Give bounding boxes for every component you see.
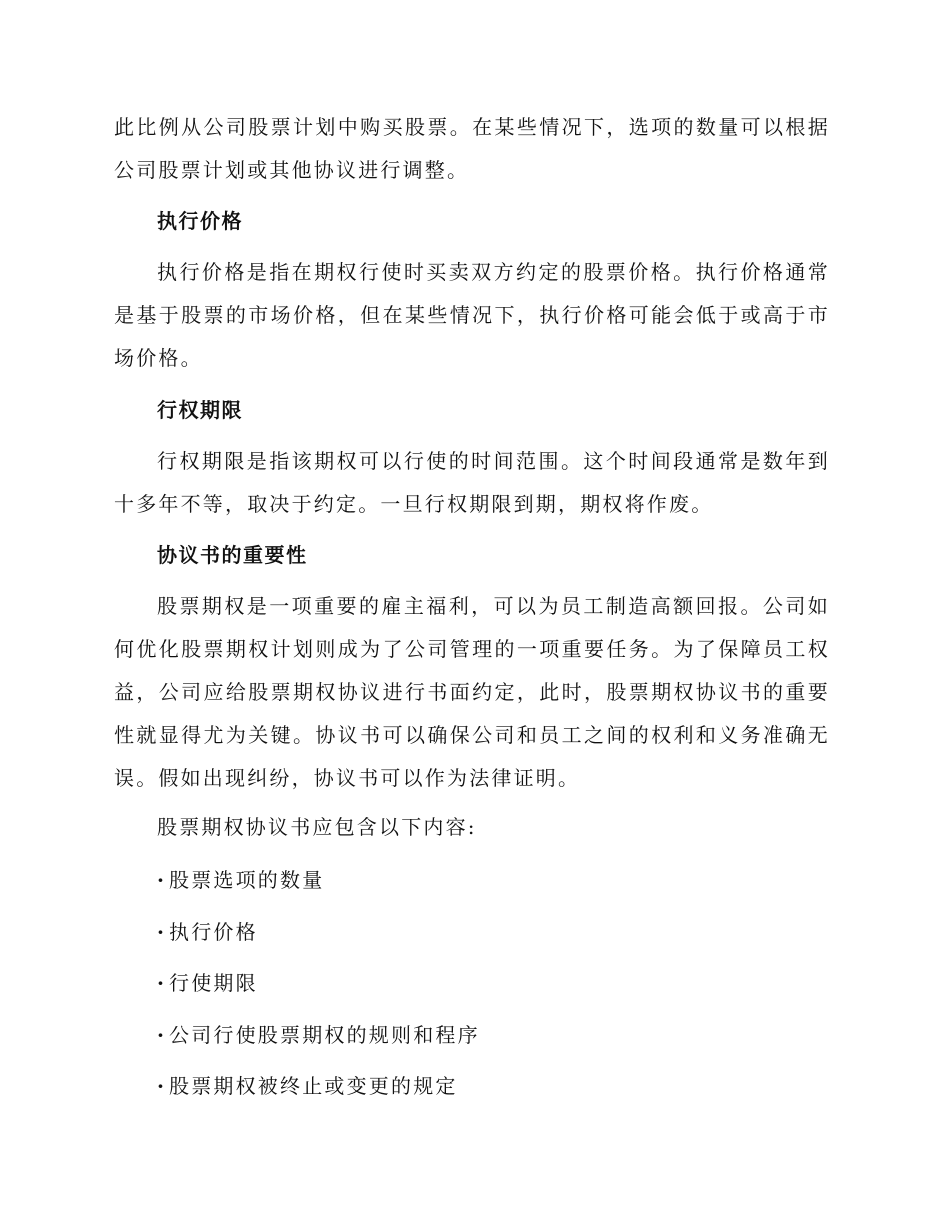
list-item-text: 股票期权被终止或变更的规定	[169, 1074, 458, 1098]
list-item	[157, 1070, 480, 1122]
heading-exercise-period: 行权期限	[157, 398, 243, 422]
bullet-icon: ·	[157, 1022, 167, 1047]
paragraph-exercise-period: 行权期限是指该期权可以行使的时间范围。这个时间段通常是数年到十多年不等，取决于约定。一旦行权期限到期，期权将作废。	[114, 449, 830, 516]
heading-importance: 协议书的重要性	[157, 543, 308, 567]
list-item	[157, 864, 480, 916]
bullet-icon: ·	[157, 868, 167, 892]
list-item-text: 执行价格	[169, 919, 258, 944]
paragraph-strike-price: 执行价格是指在期权行使时买卖双方约定的股票价格。执行价格通常是基于股票的市场价格，但在某些情况下，执行价格可能会低于或高于市场价格。	[114, 260, 830, 370]
list-item-text: 行使期限	[169, 971, 258, 995]
list-item	[157, 1019, 480, 1071]
list-intro: 股票期权协议书应包含以下内容:	[157, 815, 477, 839]
bullet-icon: ·	[157, 1074, 167, 1098]
heading-strike-price: 执行价格	[157, 209, 243, 233]
paragraph-importance: 股票期权是一项重要的雇主福利，可以为员工制造高额回报。公司如何优化股票期权计划则成为了公司管理的一项重要任务。为了保障员工权益，公司应给股票期权协议进行书面约定，此时，股票期权协议书的重要性就显得尤为关键。协议书可以确保公司和员工之间的权利和义务准确无误。假如出现纠纷，协议书可以作为法律证明。	[114, 594, 830, 790]
bullet-icon: ·	[157, 919, 167, 944]
content-list	[157, 864, 480, 1122]
list-item-text: 股票选项的数量	[169, 868, 325, 892]
list-item	[157, 967, 480, 1019]
bullet-icon: ·	[157, 971, 167, 995]
list-item-text: 公司行使股票期权的规则和程序	[169, 1022, 480, 1047]
list-item	[157, 916, 480, 968]
paragraph-continued: 此比例从公司股票计划中购买股票。在某些情况下，选项的数量可以根据公司股票计划或其他协议进行调整。	[114, 115, 830, 182]
